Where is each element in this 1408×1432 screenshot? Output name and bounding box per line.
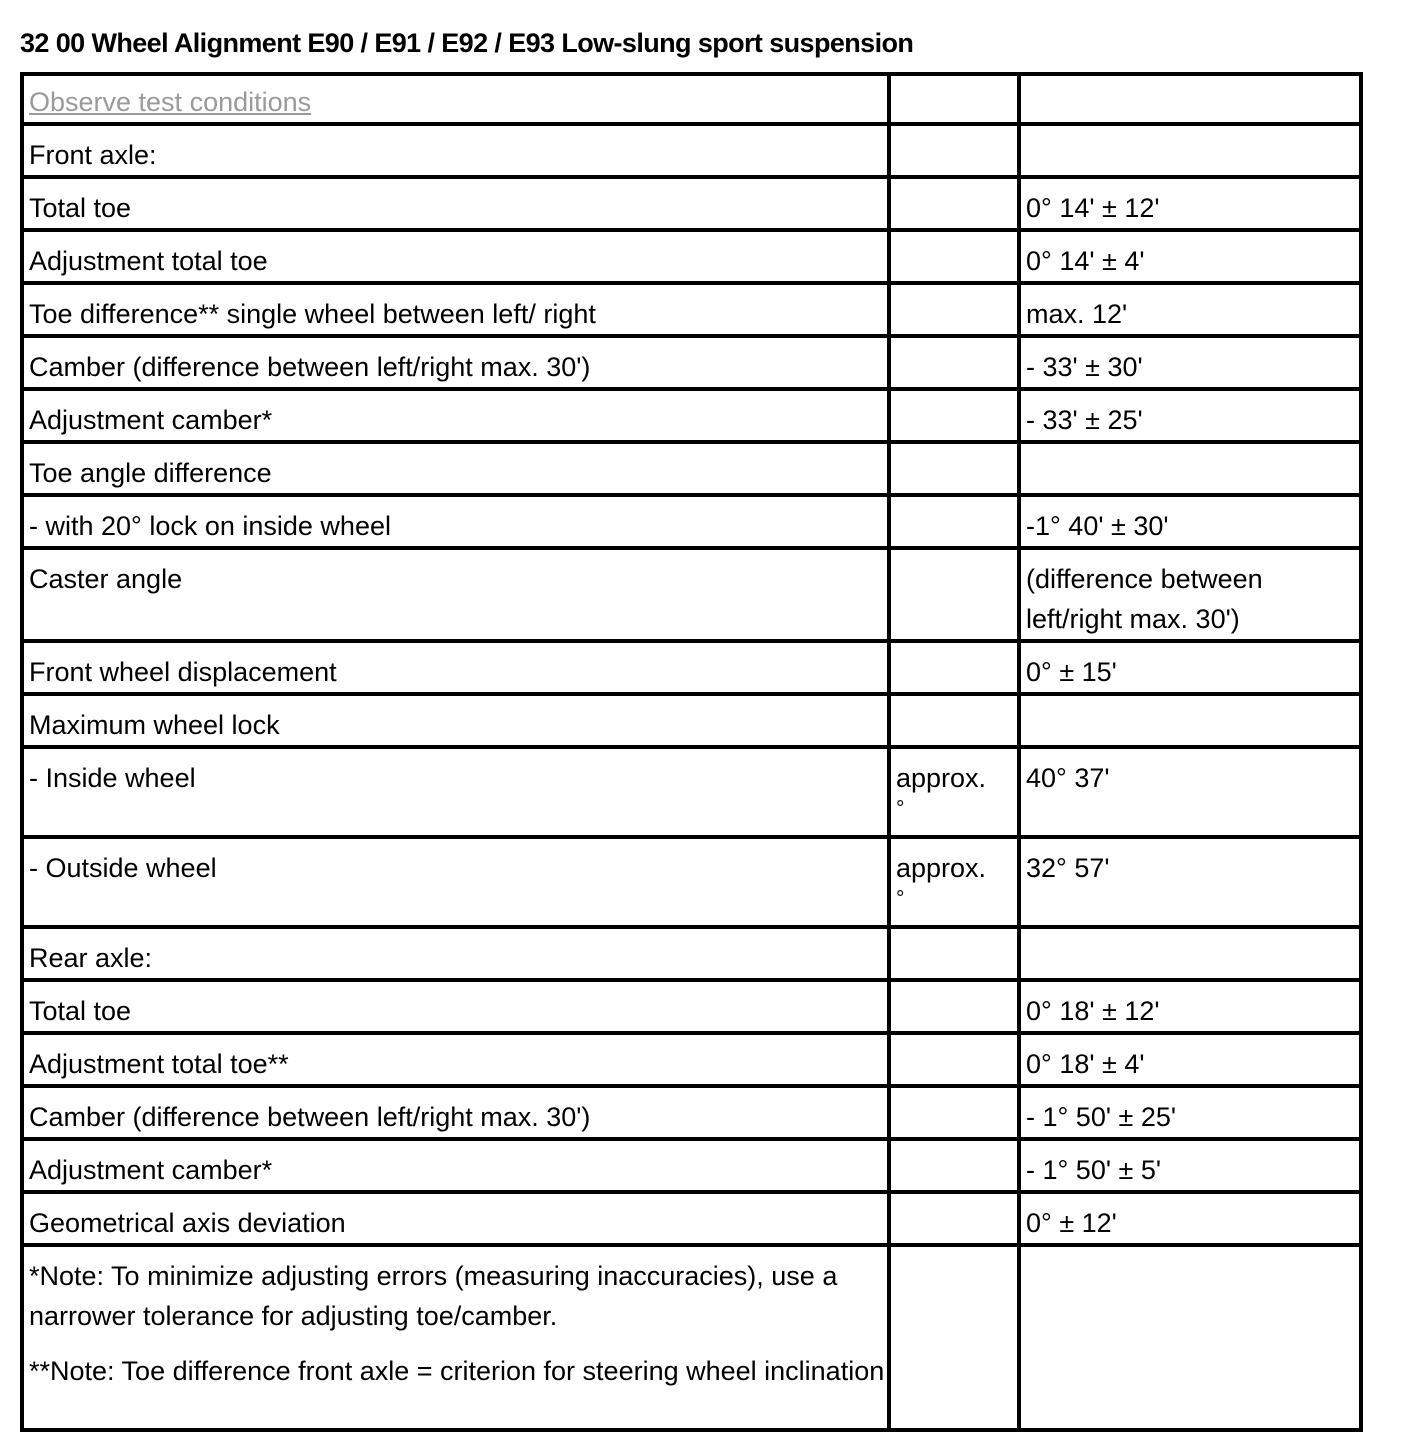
approx-cell: [889, 1086, 1019, 1139]
value-cell: [1019, 124, 1361, 177]
value-cell: max. 12': [1019, 283, 1361, 336]
observe-test-conditions-link[interactable]: Observe test conditions: [29, 87, 312, 117]
value-cell: 0° 14' ± 4': [1019, 230, 1361, 283]
value-cell: 40° 37': [1019, 747, 1361, 837]
label-cell: Total toe: [22, 980, 889, 1033]
wheel-alignment-table: [20, 72, 1363, 1432]
table-row: [22, 1033, 1361, 1086]
table-row: [22, 927, 1361, 980]
approx-cell: [889, 1033, 1019, 1086]
label-cell: Camber (difference between left/right max. 30'): [22, 1086, 889, 1139]
value-cell: (difference between left/right max. 30'): [1019, 548, 1361, 641]
approx-cell: [889, 548, 1019, 641]
approx-cell: [889, 1192, 1019, 1245]
value-cell: 0° 18' ± 12': [1019, 980, 1361, 1033]
approx-cell: [889, 442, 1019, 495]
table-row: [22, 124, 1361, 177]
label-cell: - Outside wheel: [22, 837, 889, 927]
value-cell: 32° 57': [1019, 837, 1361, 927]
value-cell: -1° 40' ± 30': [1019, 495, 1361, 548]
approx-cell: [889, 1139, 1019, 1192]
label-cell: Adjustment camber*: [22, 389, 889, 442]
approx-text: approx.: [896, 853, 987, 883]
table-row: [22, 1086, 1361, 1139]
approx-cell: [889, 1245, 1019, 1430]
approx-cell: [889, 837, 1019, 927]
page-title: 32 00 Wheel Alignment E90 / E91 / E92 / E93 Low-slung sport suspension: [20, 28, 914, 58]
label-cell: Caster angle: [22, 548, 889, 641]
table-row: [22, 1192, 1361, 1245]
table-row: [22, 389, 1361, 442]
table-row: [22, 1139, 1361, 1192]
label-cell: Rear axle:: [22, 927, 889, 980]
approx-cell: [889, 283, 1019, 336]
table-row: [22, 980, 1361, 1033]
table-row: [22, 641, 1361, 694]
label-cell: Toe difference** single wheel between left/ right: [22, 283, 889, 336]
approx-cell: [889, 694, 1019, 747]
notes-cell: [22, 1245, 889, 1430]
approx-cell: [889, 747, 1019, 837]
value-cell: [1019, 74, 1361, 124]
degree-unit: °: [896, 797, 905, 820]
table-row: [22, 694, 1361, 747]
approx-cell: [889, 230, 1019, 283]
value-cell: 0° 18' ± 4': [1019, 1033, 1361, 1086]
degree-unit: °: [896, 887, 905, 910]
approx-cell: [889, 336, 1019, 389]
label-cell: Maximum wheel lock: [22, 694, 889, 747]
table-row: [22, 747, 1361, 837]
table-row: [22, 837, 1361, 927]
label-cell: Front axle:: [22, 124, 889, 177]
label-cell: Adjustment total toe: [22, 230, 889, 283]
label-cell: Adjustment camber*: [22, 1139, 889, 1192]
value-cell: - 33' ± 25': [1019, 389, 1361, 442]
label-cell: Front wheel displacement: [22, 641, 889, 694]
value-cell: [1019, 442, 1361, 495]
label-cell: Toe angle difference: [22, 442, 889, 495]
table-row: [22, 336, 1361, 389]
approx-cell: [889, 124, 1019, 177]
value-cell: [1019, 1245, 1361, 1430]
value-cell: - 33' ± 30': [1019, 336, 1361, 389]
note-toe-difference: **Note: Toe difference front axle = criterion for steering wheel inclination: [29, 1356, 885, 1386]
label-cell: Adjustment total toe**: [22, 1033, 889, 1086]
note-adjusting-errors: *Note: To minimize adjusting errors (measuring inaccuracies), use a narrower tolerance for adjusting toe/camber.: [29, 1261, 838, 1331]
value-cell: - 1° 50' ± 25': [1019, 1086, 1361, 1139]
approx-cell: [889, 927, 1019, 980]
label-cell: Camber (difference between left/right max. 30'): [22, 336, 889, 389]
value-cell: [1019, 694, 1361, 747]
label-cell: - Inside wheel: [22, 747, 889, 837]
label-cell: Total toe: [22, 177, 889, 230]
value-cell: 0° ± 12': [1019, 1192, 1361, 1245]
value-cell: [1019, 927, 1361, 980]
approx-cell: [889, 177, 1019, 230]
approx-cell: [889, 389, 1019, 442]
value-cell: - 1° 50' ± 5': [1019, 1139, 1361, 1192]
approx-cell: [889, 641, 1019, 694]
table-row: [22, 230, 1361, 283]
table-row: [22, 548, 1361, 641]
table-row: [22, 74, 1361, 124]
approx-cell: [889, 74, 1019, 124]
label-cell[interactable]: [22, 74, 889, 124]
table-row: [22, 283, 1361, 336]
table-row: [22, 442, 1361, 495]
table-row-notes: [22, 1245, 1361, 1430]
value-cell: 0° ± 15': [1019, 641, 1361, 694]
value-cell: 0° 14' ± 12': [1019, 177, 1361, 230]
label-cell: - with 20° lock on inside wheel: [22, 495, 889, 548]
approx-cell: [889, 980, 1019, 1033]
approx-text: approx.: [896, 763, 987, 793]
table-row: [22, 495, 1361, 548]
approx-cell: [889, 495, 1019, 548]
table-row: [22, 177, 1361, 230]
label-cell: Geometrical axis deviation: [22, 1192, 889, 1245]
